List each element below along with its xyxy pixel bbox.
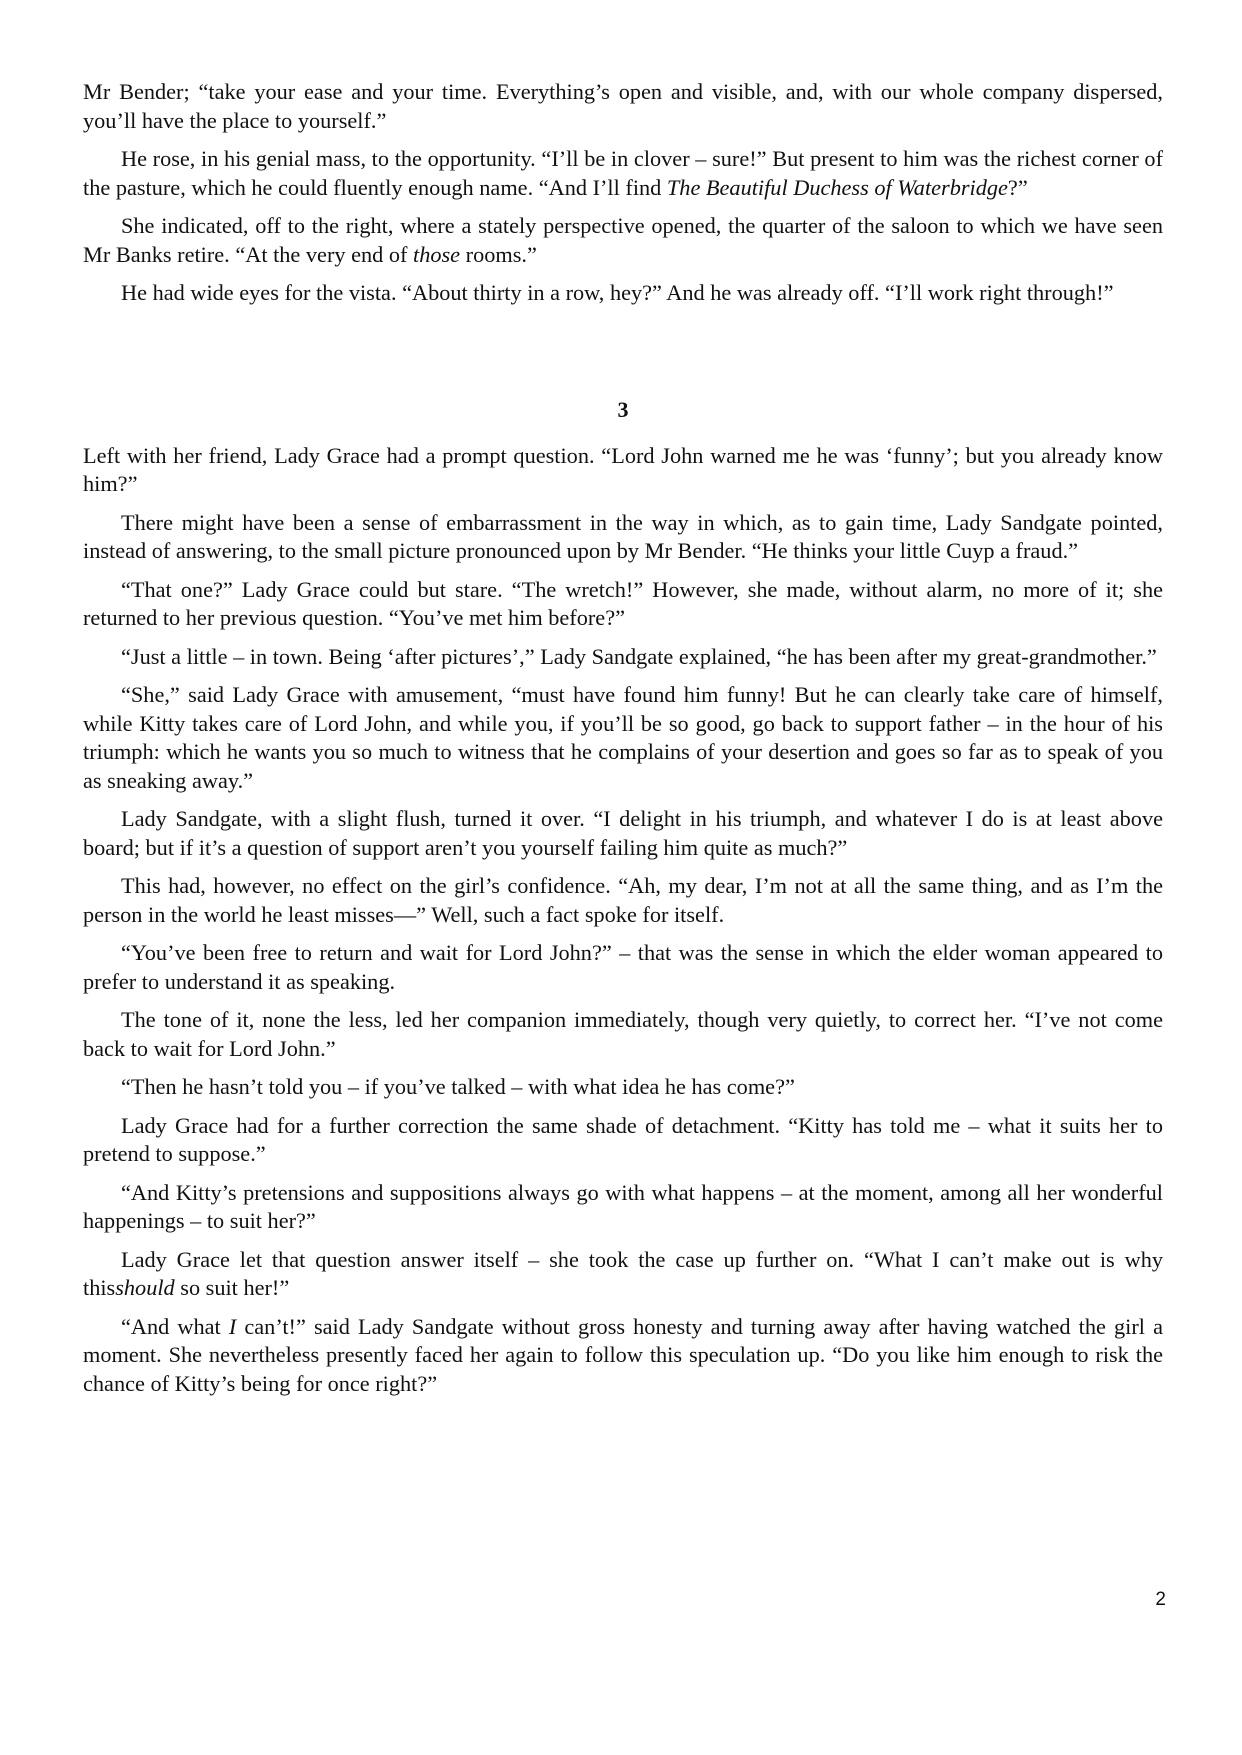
text-run: so suit her!” [174, 1275, 290, 1300]
paragraph [83, 145, 1163, 202]
italic-run: I [228, 1313, 237, 1339]
paragraph [83, 805, 1163, 862]
paragraph [83, 279, 1163, 308]
text-run: She indicated, off to the right, where a stately perspective opened, the quarter of the saloon to which we have seen Mr Banks retire. “At the very end of [83, 213, 1163, 267]
text-run: “And Kitty’s pretensions and suppositions always go with what happens – at the moment, among all her wonderful happenings – to suit her?” [83, 1179, 1163, 1233]
italic-run: should [115, 1275, 175, 1300]
paragraph [83, 1112, 1163, 1169]
text-run: “You’ve been free to return and wait for Lord John?” – that was the sense in which the elder woman appeared to prefer to understand it as speaking. [83, 940, 1163, 994]
text-block-bottom [83, 442, 1163, 1399]
italic-run: those [413, 241, 461, 267]
text-run: Lady Sandgate, with a slight flush, turned it over. “I delight in his triumph, and whatever I do is at least above board; but if it’s a question of support aren’t you yourself failing him quite as much?” [83, 806, 1163, 860]
paragraph [83, 576, 1163, 633]
text-run: ?” [1007, 174, 1028, 200]
paragraph [83, 1179, 1163, 1236]
text-run: This had, however, no effect on the girl’s confidence. “Ah, my dear, I’m not at all the same thing, and as I’m the person in the world he least misses—” Well, such a fact spoke for itself. [83, 873, 1163, 927]
paragraph [83, 939, 1163, 996]
text-run: “And what [121, 1313, 229, 1339]
page-body [83, 78, 1163, 1408]
section-number: 3 [617, 396, 629, 422]
text-run: “That one?” Lady Grace could but stare. “The wretch!” However, she made, without alarm, no more of it; she returned to her previous question. “You’ve met him before?” [83, 576, 1163, 630]
text-run: Lady Grace had for a further correction the same shade of detachment. “Kitty has told me – what it suits her to pretend to suppose.” [83, 1112, 1163, 1166]
paragraph [83, 872, 1163, 929]
text-run: Lady Grace let that question answer itself – she took the case up further on. “What I can’t make out is why this [83, 1246, 1163, 1300]
paragraph [83, 442, 1163, 499]
paragraph [83, 78, 1163, 135]
text-run: There might have been a sense of embarrassment in the way in which, as to gain time, Lady Sandgate pointed, instead of answering, to the small picture pronounced upon by Mr Bender. “He thinks your little Cuyp a fraud.” [83, 509, 1163, 563]
paragraph [83, 212, 1163, 269]
paragraph [83, 1246, 1163, 1303]
paragraph [83, 643, 1163, 672]
paragraph [83, 681, 1163, 795]
italic-run: The Beautiful Duchess of Waterbridge [666, 174, 1008, 200]
text-run: Left with her friend, Lady Grace had a prompt question. “Lord John warned me he was ‘funny’; but you already know him?” [83, 442, 1163, 496]
text-run: “Just a little – in town. Being ‘after pictures’,” Lady Sandgate explained, “he has been after my great-grandmother.” [121, 643, 1157, 669]
paragraph [83, 1006, 1163, 1063]
page-number: 2 [1155, 1589, 1166, 1610]
paragraph [83, 509, 1163, 566]
text-run: rooms.” [460, 241, 537, 267]
text-block-top [83, 78, 1163, 308]
paragraph [83, 1073, 1163, 1102]
text-run: “Then he hasn’t told you – if you’ve talked – with what idea he has come?” [121, 1074, 795, 1099]
text-run: He rose, in his genial mass, to the opportunity. “I’ll be in clover – sure!” But present to him was the richest corner of the pasture, which he could fluently enough name. “And I’ll find [83, 146, 1163, 200]
text-run: “She,” said Lady Grace with amusement, “must have found him funny! But he can clearly take care of himself, while Kitty takes care of Lord John, and while you, if you’ll be so good, go back to support father – in the hour of his triumph: which he wants you so much to witness that he complains of your desertion and goes so far as to speak of you as sneaking away.” [83, 682, 1163, 793]
text-run: The tone of it, none the less, led her companion immediately, though very quietly, to correct her. “I’ve not come back to wait for Lord John.” [83, 1007, 1163, 1061]
paragraph [83, 1313, 1163, 1399]
text-run: can’t!” said Lady Sandgate without gross honesty and turning away after having watched the girl a moment. She nevertheless presently faced her again to follow this speculation up. “Do you like him enough to risk the chance of Kitty’s being for once right?” [83, 1313, 1163, 1396]
text-run: Mr Bender; “take your ease and your time. Everything’s open and visible, and, with our whole company dispersed, you’ll have the place to yourself.” [83, 79, 1163, 133]
text-run: He had wide eyes for the vista. “About thirty in a row, hey?” And he was already off. “I’ll work right through!” [121, 280, 1114, 305]
